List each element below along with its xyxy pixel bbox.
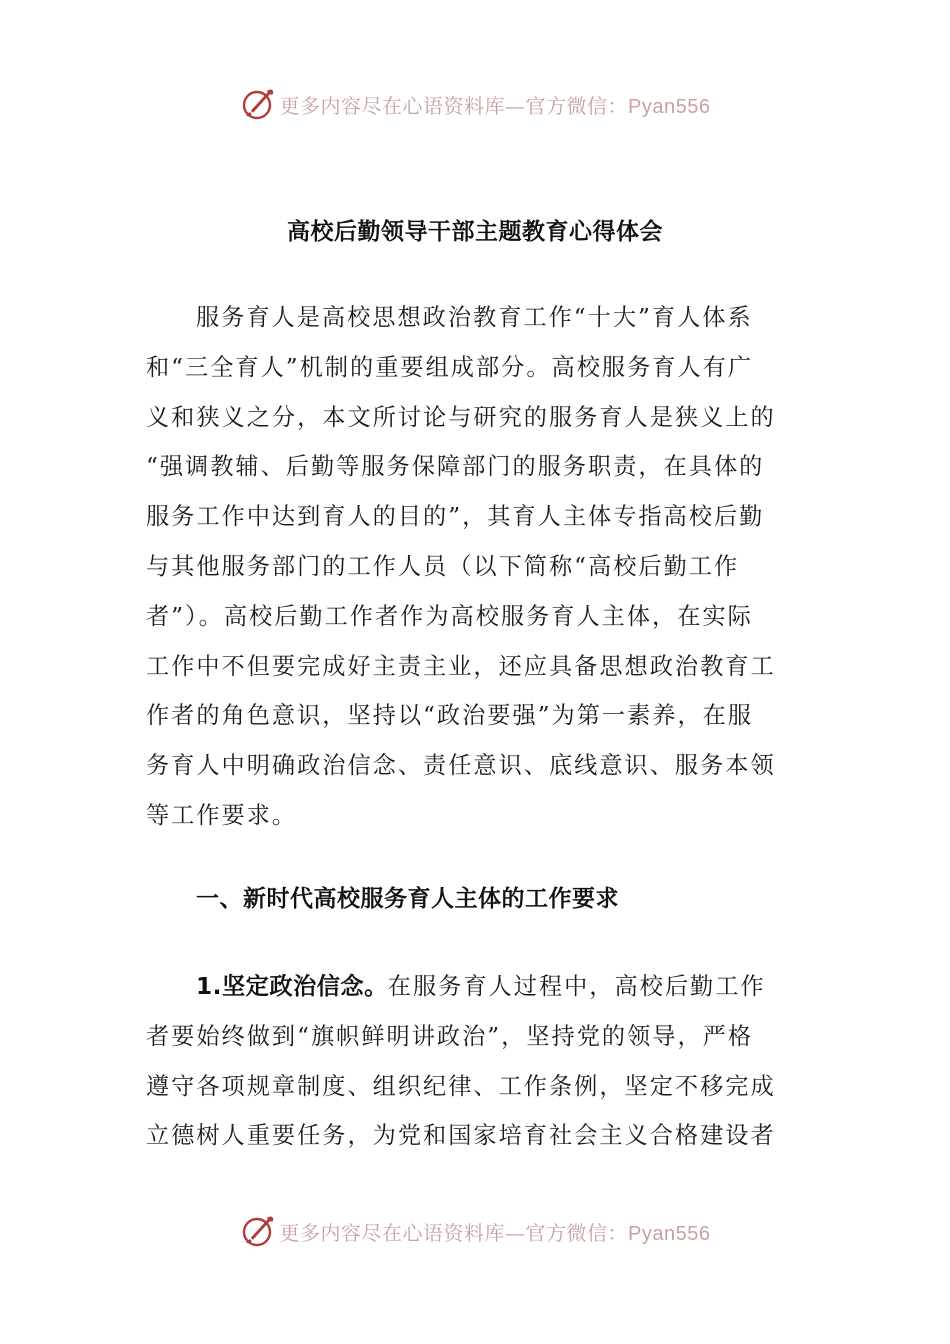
intro-line: 义和狭义之分，本文所讨论与研究的服务育人是狭义上的 bbox=[146, 403, 776, 431]
intro-line: 务育人中明确政治信念、责任意识、底线意识、服务本领 bbox=[146, 752, 776, 780]
point1-line: 遵守各项规章制度、组织纪律、工作条例，坚定不移完成 bbox=[146, 1072, 776, 1100]
point1-paragraph bbox=[146, 962, 786, 1161]
header-wechat-id: Pyan556 bbox=[628, 95, 711, 118]
footer-brand-label: 更多内容尽在心语资料库—官方微信： bbox=[279, 1220, 629, 1245]
point1-first-rest: 在服务育人过程中，高校后勤工作 bbox=[387, 973, 766, 1000]
header-brand-label: 更多内容尽在心语资料库—官方微信： bbox=[279, 93, 629, 118]
intro-line: 服务育人是高校思想政治教育工作“十大”育人体系 bbox=[196, 304, 753, 331]
intro-line: 作者的角色意识，坚持以“政治要强”为第一素养，在服 bbox=[146, 702, 754, 730]
intro-line: 者”）。高校后勤工作者作为高校服务育人主体，在实际 bbox=[146, 602, 753, 630]
intro-line: 和“三全育人”机制的重要组成部分。高校服务育人有广 bbox=[146, 353, 754, 381]
quill-logo-icon bbox=[240, 1213, 276, 1249]
intro-paragraph bbox=[146, 293, 786, 841]
header-brand-text bbox=[280, 90, 711, 119]
header-watermark bbox=[0, 84, 950, 124]
document-title: 高校后勤领导干部主题教育心得体会 bbox=[287, 219, 663, 245]
footer-brand-text bbox=[280, 1217, 711, 1246]
intro-line: 等工作要求。 bbox=[146, 801, 298, 829]
section-heading: 一、新时代高校服务育人主体的工作要求 bbox=[196, 886, 619, 912]
point1-line: 立德树人重要任务，为党和国家培育社会主义合格建设者 bbox=[146, 1122, 776, 1150]
intro-line: 与其他服务部门的工作人员（以下简称“高校后勤工作 bbox=[146, 552, 740, 580]
point1-line: 者要始终做到“旗帜鲜明讲政治”，坚持党的领导，严格 bbox=[146, 1022, 754, 1050]
intro-line: “强调教辅、后勤等服务保障部门的服务职责，在具体的 bbox=[146, 453, 765, 481]
intro-line: 服务工作中达到育人的目的”，其育人主体专指高校后勤 bbox=[146, 503, 765, 531]
quill-logo-icon bbox=[240, 86, 276, 122]
point1-first-line bbox=[146, 962, 786, 1012]
intro-line: 工作中不但要完成好主责主业，还应具备思想政治教育工 bbox=[146, 652, 776, 680]
footer-wechat-id: Pyan556 bbox=[628, 1222, 711, 1245]
point1-lead: 1.坚定政治信念。 bbox=[196, 973, 388, 1000]
footer-watermark bbox=[0, 1211, 950, 1251]
